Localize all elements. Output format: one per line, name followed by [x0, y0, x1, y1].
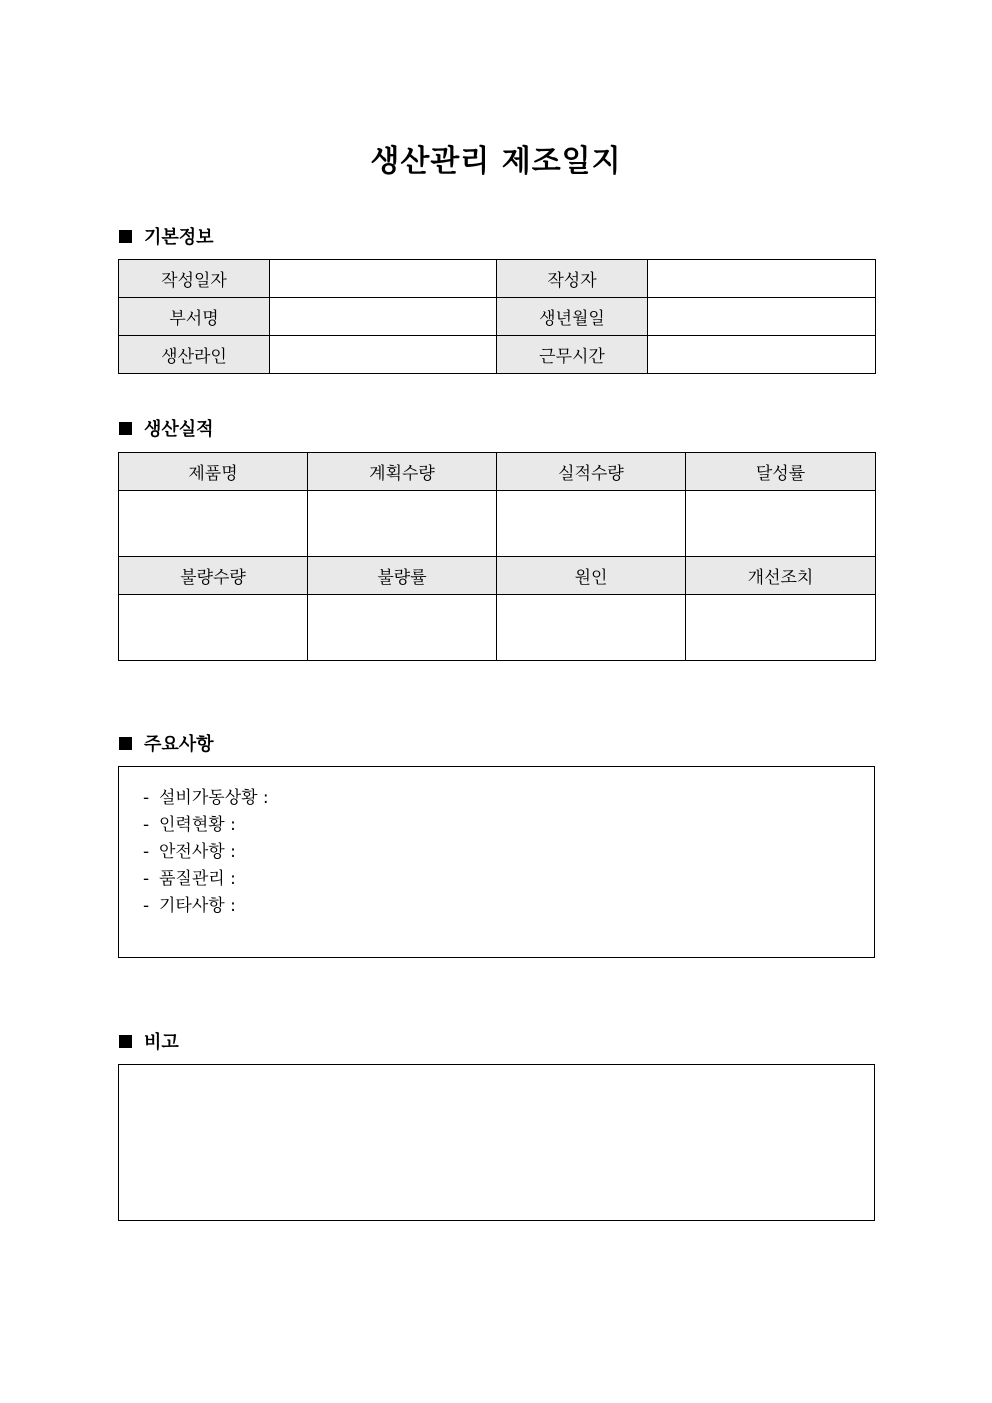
table-row: [119, 491, 876, 557]
section-heading-label: 생산실적: [144, 419, 214, 440]
list-item-text: 품질관리 :: [159, 869, 236, 889]
column-header-cause: 원인: [497, 557, 686, 595]
table-header-row: [119, 453, 876, 491]
square-bullet-icon: [119, 1035, 132, 1048]
label-production-line: 생산라인: [119, 336, 270, 374]
table-header-row: [119, 557, 876, 595]
label-birthdate: 생년월일: [497, 298, 648, 336]
corrective-action-field[interactable]: [686, 595, 876, 661]
defect-rate-field[interactable]: [308, 595, 497, 661]
section-heading-label: 기본정보: [144, 227, 214, 248]
section-heading-remarks: [119, 1028, 179, 1054]
list-item: - 품질관리 :: [143, 869, 236, 889]
date-field[interactable]: [270, 260, 497, 298]
defect-qty-field[interactable]: [119, 595, 308, 661]
page-title: 생산관리 제조일지: [370, 144, 622, 179]
list-item-text: 인력현황 :: [159, 815, 236, 835]
label-work-hours: 근무시간: [497, 336, 648, 374]
label-date: 작성일자: [119, 260, 270, 298]
section-heading-key-items: [119, 730, 214, 756]
basic-info-table: [118, 259, 876, 374]
square-bullet-icon: [119, 230, 132, 243]
cause-field[interactable]: [497, 595, 686, 661]
label-author: 작성자: [497, 260, 648, 298]
author-field[interactable]: [648, 260, 876, 298]
production-line-field[interactable]: [270, 336, 497, 374]
key-items-box[interactable]: [118, 766, 875, 958]
column-header-actual-qty: 실적수량: [497, 453, 686, 491]
square-bullet-icon: [119, 737, 132, 750]
column-header-defect-qty: 불량수량: [119, 557, 308, 595]
product-name-field[interactable]: [119, 491, 308, 557]
section-heading-label: 주요사항: [144, 734, 214, 755]
birthdate-field[interactable]: [648, 298, 876, 336]
list-item: - 안전사항 :: [143, 842, 236, 862]
label-department: 부서명: [119, 298, 270, 336]
planned-qty-field[interactable]: [308, 491, 497, 557]
table-row: [119, 336, 876, 374]
section-heading-label: 비고: [144, 1032, 179, 1053]
table-row: [119, 298, 876, 336]
section-heading-production: [119, 415, 214, 441]
list-item-text: 설비가동상황 :: [159, 788, 269, 808]
list-item: - 설비가동상황 :: [143, 788, 269, 808]
production-table: [118, 452, 876, 661]
actual-qty-field[interactable]: [497, 491, 686, 557]
column-header-defect-rate: 불량률: [308, 557, 497, 595]
department-field[interactable]: [270, 298, 497, 336]
work-hours-field[interactable]: [648, 336, 876, 374]
column-header-achievement-rate: 달성률: [686, 453, 876, 491]
achievement-rate-field[interactable]: [686, 491, 876, 557]
section-heading-basic-info: [119, 223, 214, 249]
key-items-list: [119, 767, 874, 920]
column-header-planned-qty: 계획수량: [308, 453, 497, 491]
table-row: [119, 260, 876, 298]
list-item: - 인력현황 :: [143, 815, 236, 835]
remarks-box[interactable]: [118, 1064, 875, 1221]
list-item-text: 기타사항 :: [159, 896, 236, 916]
square-bullet-icon: [119, 422, 132, 435]
column-header-product-name: 제품명: [119, 453, 308, 491]
list-item: - 기타사항 :: [143, 896, 236, 916]
table-row: [119, 595, 876, 661]
column-header-corrective-action: 개선조치: [686, 557, 876, 595]
list-item-text: 안전사항 :: [159, 842, 236, 862]
